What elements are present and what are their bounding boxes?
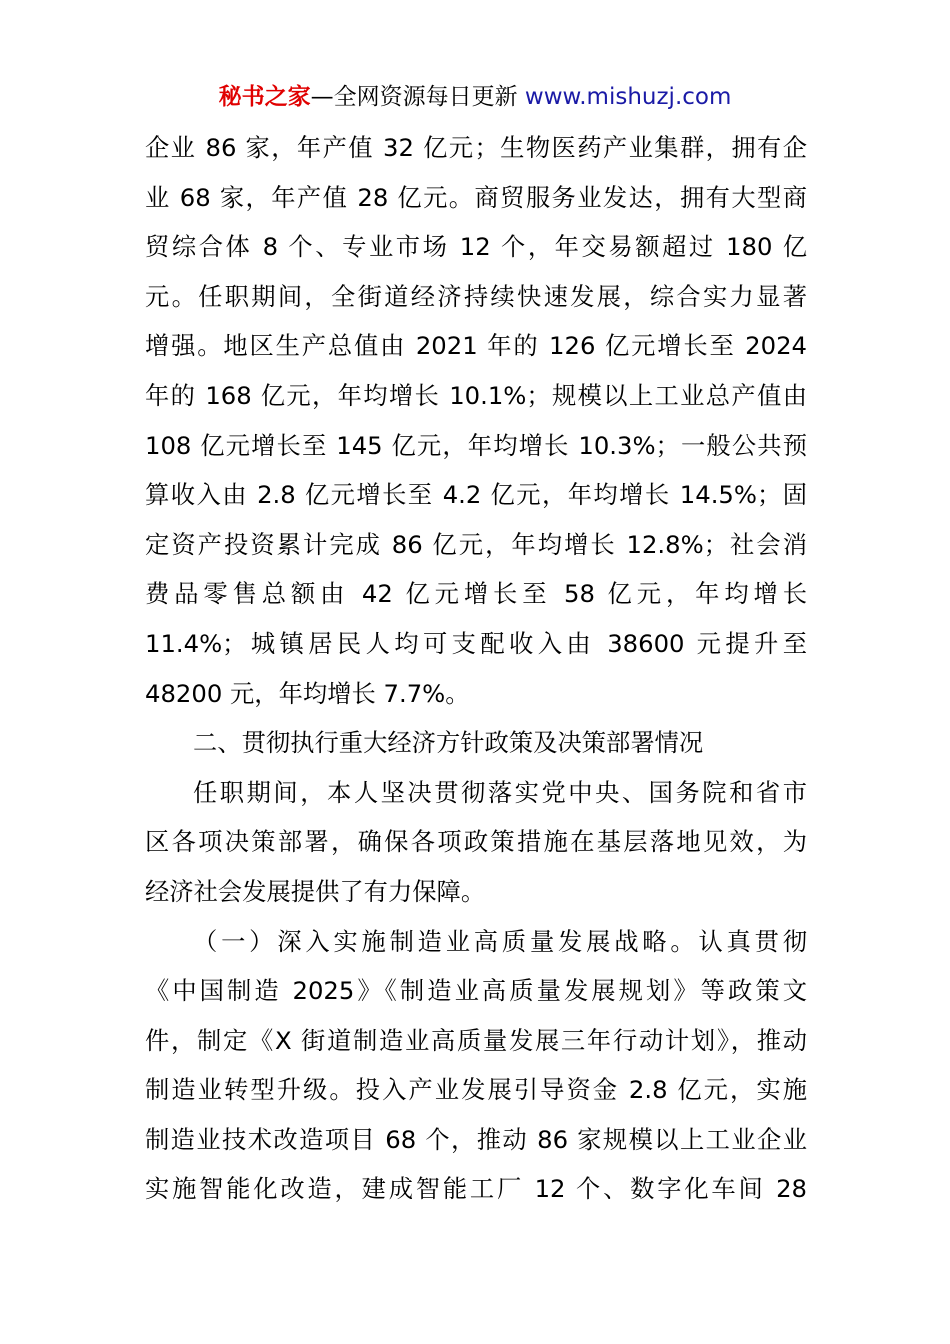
paragraph-line: 件，制定《X 街道制造业高质量发展三年行动计划》，推动 <box>145 1025 807 1055</box>
paragraph-line: 元。任职期间，全街道经济持续快速发展，综合实力显著 <box>145 281 807 311</box>
paragraph-line: 定资产投资累计完成 86 亿元，年均增长 12.8%；社会消 <box>145 529 807 559</box>
paragraph-line: 年的 168 亿元，年均增长 10.1%；规模以上工业总产值由 <box>145 380 807 410</box>
paragraph-line: 区各项决策部署，确保各项政策措施在基层落地见效，为 <box>145 827 807 857</box>
paragraph-line: 算收入由 2.8 亿元增长至 4.2 亿元，年均增长 14.5%；固 <box>145 480 807 510</box>
paragraph-line: 制造业技术改造项目 68 个，推动 86 家规模以上工业企业 <box>145 1124 807 1154</box>
paragraph-line: 贸综合体 8 个、专业市场 12 个，年交易额超过 180 亿 <box>145 232 807 262</box>
subsection-heading-line: （一）深入实施制造业高质量发展战略。认真贯彻 <box>193 926 807 956</box>
section-heading: 二、贯彻执行重大经济方针政策及决策部署情况 <box>193 728 704 758</box>
paragraph-line: 任职期间，本人坚决贯彻落实党中央、国务院和省市 <box>193 777 807 807</box>
site-brand: 秘书之家 <box>218 84 311 110</box>
site-url-link[interactable]: www.mishuzj.com <box>517 84 732 110</box>
paragraph-line: 实施智能化改造，建成智能工厂 12 个、数字化车间 28 <box>145 1174 807 1204</box>
paragraph-line: 48200 元，年均增长 7.7%。 <box>145 678 470 708</box>
paragraph-line: 企业 86 家，年产值 32 亿元；生物医药产业集群，拥有企 <box>145 133 807 162</box>
paragraph-line: 费品零售总额由 42 亿元增长至 58 亿元，年均增长 <box>145 579 807 609</box>
site-slogan: —全网资源每日更新 <box>310 84 518 110</box>
paragraph-line: 经济社会发展提供了有力保障。 <box>145 876 486 906</box>
paragraph-line: 11.4%；城镇居民人均可支配收入由 38600 元提升至 <box>145 628 807 658</box>
paragraph-line: 制造业转型升级。投入产业发展引导资金 2.8 亿元，实施 <box>145 1075 807 1105</box>
paragraph-line: 108 亿元增长至 145 亿元，年均增长 10.3%；一般公共预 <box>145 430 807 460</box>
site-header <box>0 80 950 114</box>
paragraph-line: 《中国制造 2025》《制造业高质量发展规划》等政策文 <box>145 976 807 1006</box>
document-body <box>145 123 807 1214</box>
paragraph-line: 业 68 家，年产值 28 亿元。商贸服务业发达，拥有大型商 <box>145 182 807 212</box>
paragraph-line: 增强。地区生产总值由 2021 年的 126 亿元增长至 2024 <box>145 331 807 361</box>
